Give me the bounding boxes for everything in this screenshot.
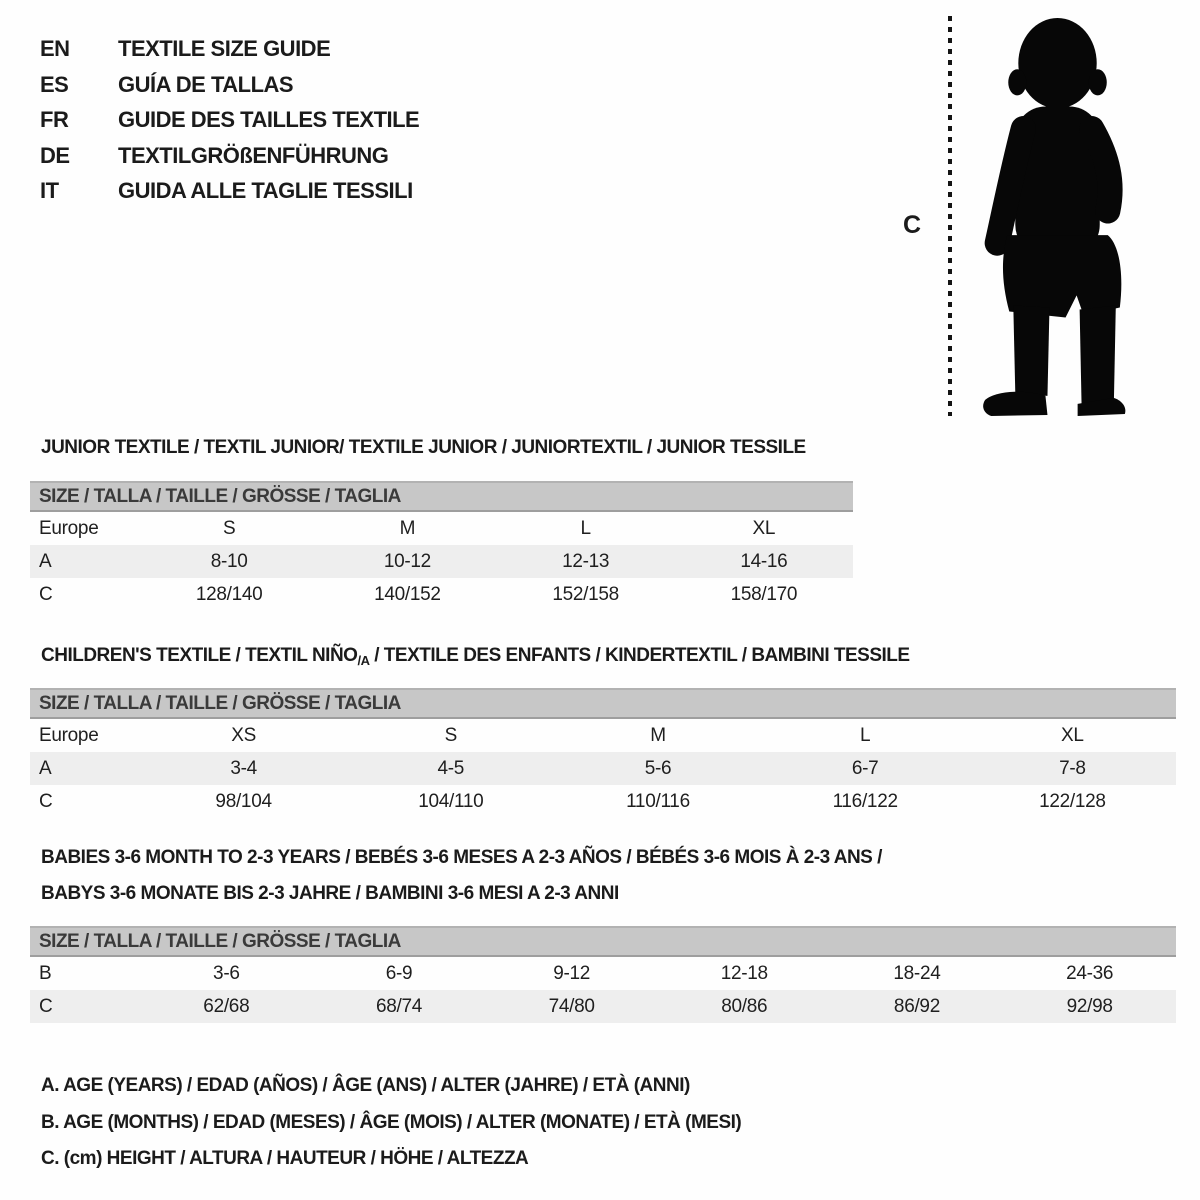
size-cell: 74/80 (548, 995, 595, 1017)
language-code: DE (40, 142, 70, 168)
junior-section-title: JUNIOR TEXTILE / TEXTIL JUNIOR/ TEXTILE JUNIOR / JUNIORTEXTIL / JUNIOR TESSILE (41, 437, 806, 458)
size-cell: 116/122 (832, 790, 898, 812)
size-cell: 7-8 (1059, 757, 1086, 779)
table-row (30, 578, 853, 611)
language-title: TEXTILE SIZE GUIDE (118, 36, 331, 61)
size-cell: 12-13 (562, 550, 610, 572)
size-cell: 152/158 (552, 583, 619, 605)
size-cell: 10-12 (383, 550, 431, 572)
size-cell: 24-36 (1066, 962, 1114, 984)
size-cell: 86/92 (893, 995, 940, 1017)
height-measure-label: C (903, 211, 922, 239)
babies-section-title-line2: BABYS 3-6 MONATE BIS 2-3 JAHRE / BAMBINI 3-6 MESI A 2-3 ANNI (41, 883, 619, 904)
size-cell: M (399, 517, 416, 539)
size-cell: 68/74 (375, 995, 422, 1017)
toddler-silhouette-icon (972, 16, 1137, 418)
size-cell: 104/110 (418, 790, 484, 812)
row-label: A (39, 757, 52, 779)
language-code: ES (40, 71, 69, 97)
language-code: EN (40, 36, 70, 61)
size-cell: 122/128 (1039, 790, 1106, 812)
children-title-post: / TEXTILE DES ENFANTS / KINDERTEXTIL / BAMBINI TESSILE (369, 645, 910, 666)
size-cell: XL (1061, 724, 1084, 746)
size-cell: 110/116 (626, 790, 690, 812)
language-title: GUIDA ALLE TAGLIE TESSILI (118, 178, 413, 204)
language-row (40, 31, 419, 67)
language-title: TEXTILGRÖßENFÜHRUNG (118, 142, 389, 168)
size-cell: 6-9 (385, 962, 413, 984)
size-cell: 62/68 (203, 995, 250, 1017)
table-row (30, 990, 1176, 1023)
language-row (40, 138, 419, 174)
language-row (40, 173, 419, 209)
measurement-legend (41, 1068, 741, 1178)
size-table-header: SIZE / TALLA / TAILLE / GRÖSSE / TAGLIA (30, 689, 1176, 718)
row-label: C (39, 995, 53, 1017)
size-table-header: SIZE / TALLA / TAILLE / GRÖSSE / TAGLIA (30, 927, 1176, 956)
size-cell: 9-12 (553, 962, 591, 984)
size-cell: S (444, 724, 457, 746)
size-cell: 4-5 (437, 757, 465, 779)
size-cell: 3-4 (230, 757, 257, 779)
size-cell: S (222, 517, 236, 539)
row-label: Europe (39, 724, 99, 746)
row-label: B (39, 962, 52, 984)
size-table-header: SIZE / TALLA / TAILLE / GRÖSSE / TAGLIA (30, 482, 853, 511)
size-cell: 6-7 (851, 757, 879, 779)
babies-size-table (30, 926, 1176, 1023)
language-code: IT (40, 178, 59, 204)
row-label: C (39, 583, 53, 605)
size-cell: 128/140 (195, 583, 263, 605)
height-measure-dashed-line (948, 16, 952, 416)
row-label: Europe (39, 517, 99, 539)
row-label: C (39, 790, 53, 812)
junior-size-table (30, 481, 853, 611)
table-row (30, 752, 1176, 785)
size-cell: 14-16 (740, 550, 788, 572)
legend-line-a: A. AGE (YEARS) / EDAD (AÑOS) / ÂGE (ANS) / ALTER (JAHRE) / ETÀ (ANNI) (41, 1075, 690, 1096)
legend-line-b: B. AGE (MONTHS) / EDAD (MESES) / ÂGE (MOIS) / ALTER (MONATE) / ETÀ (MESI) (41, 1111, 742, 1133)
size-cell: 80/86 (721, 995, 768, 1017)
babies-section-title-line1: BABIES 3-6 MONTH TO 2-3 YEARS / BEBÉS 3-6 MESES A 2-3 AÑOS / BÉBÉS 3-6 MOIS À 2-3 ANS / (41, 847, 882, 868)
size-cell: 18-24 (893, 962, 941, 984)
language-row (40, 67, 419, 103)
language-title-list (40, 31, 419, 209)
legend-line-c: C. (cm) HEIGHT / ALTURA / HAUTEUR / HÖHE / ALTEZZA (41, 1148, 529, 1169)
language-title: GUIDE DES TAILLES TEXTILE (118, 107, 420, 133)
table-row (30, 718, 1176, 752)
row-label: A (39, 550, 52, 572)
children-title-pre: CHILDREN'S TEXTILE / TEXTIL NIÑO (41, 645, 358, 666)
language-row (40, 102, 419, 138)
size-cell: 92/98 (1066, 995, 1113, 1017)
size-cell: L (860, 724, 871, 746)
table-row (30, 785, 1176, 818)
table-row (30, 511, 853, 545)
size-cell: M (650, 724, 666, 746)
size-cell: XS (231, 724, 256, 746)
size-cell: L (580, 517, 591, 539)
size-cell: 5-6 (644, 757, 672, 779)
size-cell: 140/152 (374, 583, 441, 605)
size-cell: 98/104 (215, 790, 272, 812)
size-cell: XL (752, 517, 776, 539)
size-cell: 8-10 (210, 550, 248, 572)
language-code: FR (40, 107, 69, 133)
children-title-sub: /A (357, 653, 370, 668)
size-cell: 12-18 (720, 962, 768, 984)
children-section-title (41, 645, 910, 668)
size-cell: 158/170 (730, 583, 798, 605)
children-size-table (30, 688, 1176, 818)
size-cell: 3-6 (213, 962, 240, 984)
language-title: GUÍA DE TALLAS (118, 71, 294, 97)
table-row (30, 545, 853, 578)
table-row (30, 956, 1176, 990)
